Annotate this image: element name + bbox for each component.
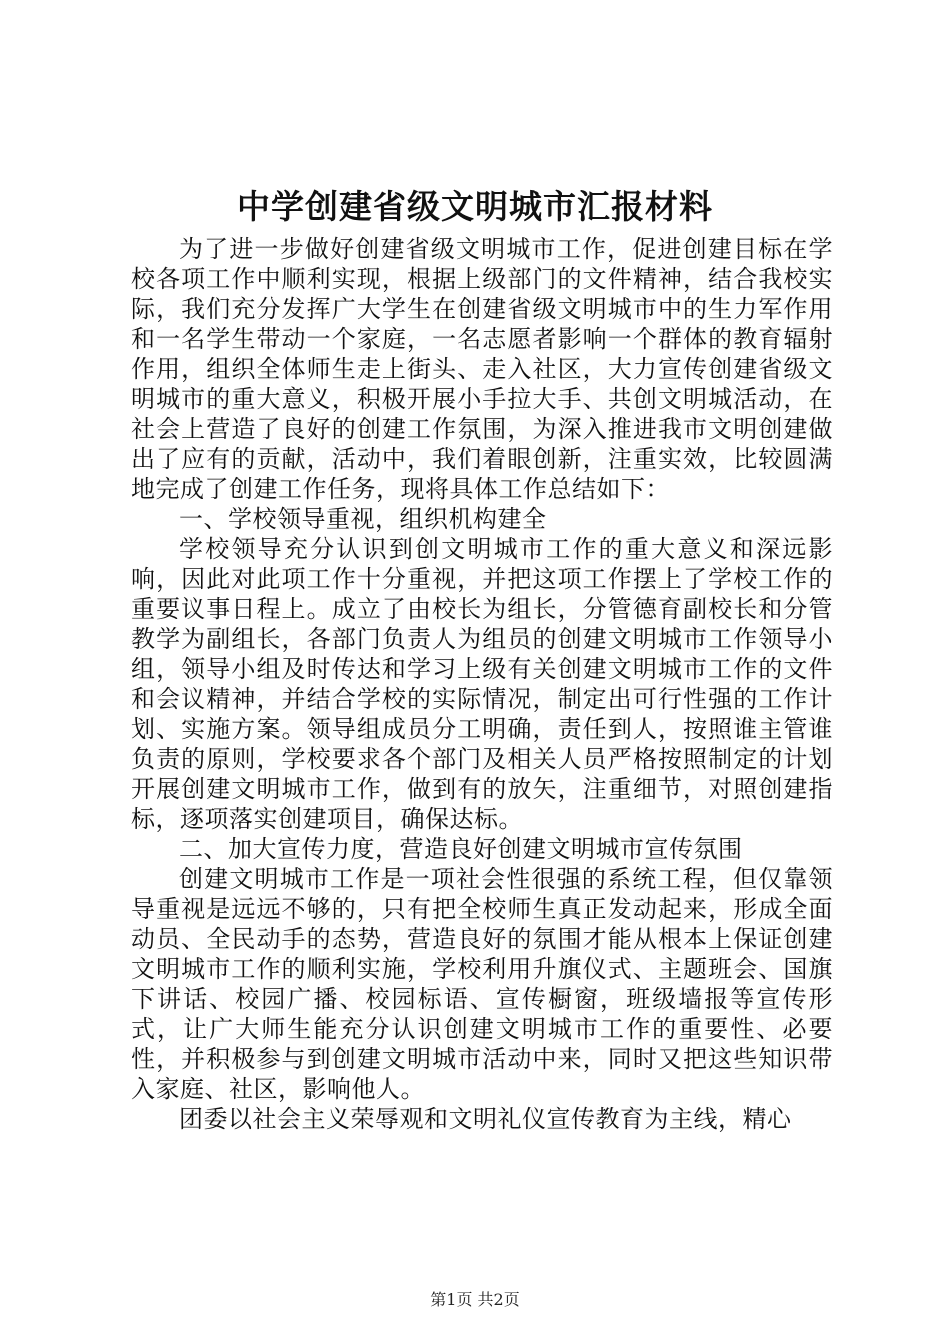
document-title: 中学创建省级文明城市汇报材料 <box>237 187 713 226</box>
document-body <box>131 234 833 1134</box>
page-footer: 第1页 共2页 <box>430 1290 520 1309</box>
section-heading-1: 一、学校领导重视，组织机构建全 <box>179 505 547 533</box>
section-1-paragraph: 学校领导充分认识到创文明城市工作的重大意义和深远影响，因此对此项工作十分重视，并把这项工作摆上了学校工作的重要议事日程上。成立了由校长为组长，分管德育副校长和分管教学为副组长，各部门负责人为组员的创建文明城市工作领导小组，领导小组及时传达和学习上级有关创建文明城市工作的文件和会议精神，并结合学校的实际情况，制定出可行性强的工作计划、实施方案。领导组成员分工明确，责任到人，按照谁主管谁负责的原则，学校要求各个部门及相关人员严格按照制定的计划开展创建文明城市工作，做到有的放矢，注重细节，对照创建指标，逐项落实创建项目，确保达标。 <box>131 535 833 833</box>
section-2-paragraph: 创建文明城市工作是一项社会性很强的系统工程，但仅靠领导重视是远远不够的，只有把全校师生真正发动起来，形成全面动员、全民动手的态势，营造良好的氛围才能从根本上保证创建文明城市工作的顺利实施，学校利用升旗仪式、主题班会、国旗下讲话、校园广播、校园标语、宣传橱窗，班级墙报等宣传形式，让广大师生能充分认识创建文明城市工作的重要性、必要性，并积极参与到创建文明城市活动中来，同时又把这些知识带入家庭、社区，影响他人。 <box>131 865 833 1103</box>
section-2-paragraph-continued: 团委以社会主义荣辱观和文明礼仪宣传教育为主线，精心 <box>179 1105 792 1133</box>
section-heading-2: 二、加大宣传力度，营造良好创建文明城市宣传氛围 <box>179 835 743 863</box>
intro-paragraph: 为了进一步做好创建省级文明城市工作，促进创建目标在学校各项工作中顺利实现，根据上级部门的文件精神，结合我校实际，我们充分发挥广大学生在创建省级文明城市中的生力军作用和一名学生带动一个家庭，一名志愿者影响一个群体的教育辐射作用，组织全体师生走上街头、走入社区，大力宣传创建省级文明城市的重大意义，积极开展小手拉大手、共创文明城活动，在社会上营造了良好的创建工作氛围，为深入推进我市文明创建做出了应有的贡献，活动中，我们着眼创新，注重实效，比较圆满地完成了创建工作任务，现将具体工作总结如下： <box>131 235 833 503</box>
